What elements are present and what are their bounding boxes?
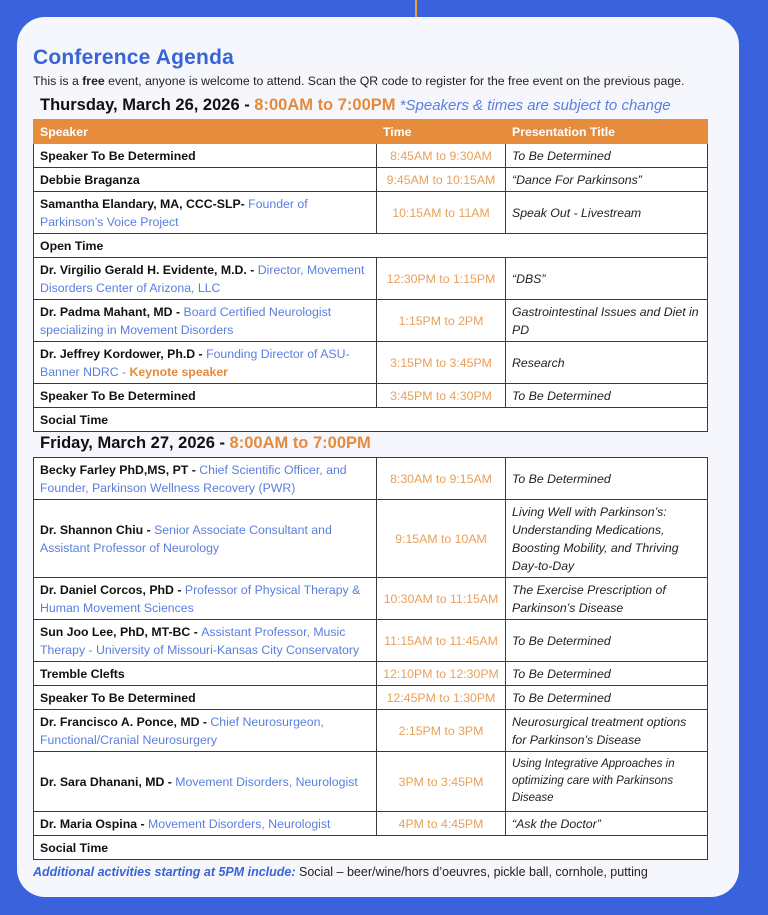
- time-cell: 2:15PM to 3PM: [377, 710, 506, 752]
- speaker-role: Professor of Physical Therapy & Human Movement Sciences: [40, 582, 361, 615]
- thursday-heading: Thursday, March 26, 2026 - 8:00AM to 7:00PM *Speakers & times are subject to change: [40, 96, 671, 114]
- presentation-title-cell: Using Integrative Approaches in optimizing care with Parkinsons Disease: [506, 752, 708, 812]
- presentation-title-cell: To Be Determined: [506, 384, 708, 408]
- speaker-cell: [34, 384, 377, 408]
- time-cell: 12:45PM to 1:30PM: [377, 686, 506, 710]
- speaker-cell: [34, 752, 377, 812]
- time-cell: 11:15AM to 11:45AM: [377, 620, 506, 662]
- table-row: [34, 686, 708, 710]
- table-row: [34, 812, 708, 836]
- friday-agenda-table: [33, 457, 708, 860]
- speaker-cell: [34, 192, 377, 234]
- presentation-title-cell: Speak Out - Livestream: [506, 192, 708, 234]
- speaker-name: Dr. Sara Dhanani, MD -: [40, 774, 176, 789]
- full-row-label: Social Time: [34, 836, 708, 860]
- speaker-role: Director, Movement Disorders Center of Arizona, LLC: [40, 262, 365, 295]
- table-row: [34, 342, 708, 384]
- speaker-name: Speaker To Be Determined: [40, 388, 196, 403]
- speaker-cell: [34, 342, 377, 384]
- speaker-name: Dr. Padma Mahant, MD -: [40, 304, 184, 319]
- header-time: Time: [377, 120, 506, 144]
- speaker-name: Sun Joo Lee, PhD, MT-BC -: [40, 624, 202, 639]
- table-row: [34, 384, 708, 408]
- speaker-name: Dr. Virgilio Gerald H. Evidente, M.D. -: [40, 262, 258, 277]
- speaker-role: Founder of Parkinson’s Voice Project: [40, 196, 308, 229]
- speaker-role: Senior Associate Consultant and Assistant Professor of Neurology: [40, 522, 332, 555]
- time-cell: 12:10PM to 12:30PM: [377, 662, 506, 686]
- time-cell: 3:45PM to 4:30PM: [377, 384, 506, 408]
- speaker-name: Samantha Elandary, MA, CCC-SLP-: [40, 196, 245, 211]
- speaker-cell: [34, 710, 377, 752]
- table-row: [34, 458, 708, 500]
- time-cell: 10:30AM to 11:15AM: [377, 578, 506, 620]
- thursday-agenda-table: [33, 119, 708, 432]
- friday-heading: Friday, March 27, 2026 - 8:00AM to 7:00PM: [40, 434, 371, 452]
- time-cell: 9:15AM to 10AM: [377, 500, 506, 578]
- intro-text: This is a free event, anyone is welcome to attend. Scan the QR code to register for the free event on the previous page.: [33, 74, 685, 88]
- presentation-title-cell: Living Well with Parkinson’s: Understanding Medications, Boosting Mobility, and Thriving Day-to-Day: [506, 500, 708, 578]
- time-cell: 3PM to 3:45PM: [377, 752, 506, 812]
- speaker-name: Dr. Maria Ospina -: [40, 816, 148, 831]
- presentation-title-cell: The Exercise Prescription of Parkinson’s Disease: [506, 578, 708, 620]
- speaker-cell: [34, 620, 377, 662]
- table-row: [34, 258, 708, 300]
- table-row: [34, 662, 708, 686]
- presentation-title-cell: Neurosurgical treatment options for Parkinson’s Disease: [506, 710, 708, 752]
- speaker-role: Movement Disorders, Neurologist: [147, 816, 331, 831]
- speaker-name: Dr. Francisco A. Ponce, MD -: [40, 714, 211, 729]
- speaker-name: Speaker To Be Determined: [40, 690, 196, 705]
- presentation-title-cell: Gastrointestinal Issues and Diet in PD: [506, 300, 708, 342]
- speaker-name: Debbie Braganza: [40, 172, 140, 187]
- speaker-role: Chief Scientific Officer, and Founder, Parkinson Wellness Recovery (PWR): [40, 462, 347, 495]
- time-cell: 10:15AM to 11AM: [377, 192, 506, 234]
- presentation-title-cell: To Be Determined: [506, 620, 708, 662]
- speaker-cell: [34, 300, 377, 342]
- table-row: [34, 192, 708, 234]
- speaker-role: Assistant Professor, Music Therapy - University of Missouri-Kansas City Conservatory: [40, 624, 360, 657]
- speaker-cell: [34, 458, 377, 500]
- time-cell: 8:45AM to 9:30AM: [377, 144, 506, 168]
- table-row: [34, 408, 708, 432]
- time-cell: 9:45AM to 10:15AM: [377, 168, 506, 192]
- presentation-title-cell: To Be Determined: [506, 144, 708, 168]
- table-row: [34, 234, 708, 258]
- full-row-label: Social Time: [34, 408, 708, 432]
- table-row: [34, 836, 708, 860]
- speaker-name: Dr. Jeffrey Kordower, Ph.D -: [40, 346, 207, 361]
- speaker-role: Founding Director of ASU-Banner NDRC -: [40, 346, 350, 379]
- time-cell: 1:15PM to 2PM: [377, 300, 506, 342]
- time-cell: 4PM to 4:45PM: [377, 812, 506, 836]
- speaker-cell: [34, 812, 377, 836]
- speaker-cell: [34, 500, 377, 578]
- presentation-title-cell: “Dance For Parkinsons”: [506, 168, 708, 192]
- speaker-cell: [34, 168, 377, 192]
- speaker-name: Dr. Daniel Corcos, PhD -: [40, 582, 185, 597]
- table-row: [34, 300, 708, 342]
- time-cell: 3:15PM to 3:45PM: [377, 342, 506, 384]
- speaker-cell: [34, 578, 377, 620]
- speaker-cell: [34, 144, 377, 168]
- speaker-cell: [34, 662, 377, 686]
- presentation-title-cell: Research: [506, 342, 708, 384]
- speaker-name: Speaker To Be Determined: [40, 148, 196, 163]
- header-speaker: Speaker: [34, 120, 377, 144]
- footer-note: Additional activities starting at 5PM include: Social – beer/wine/hors d’oeuvres, pickle ball, cornhole, putting: [33, 865, 648, 879]
- speaker-role: Chief Neurosurgeon, Functional/Cranial Neurosurgery: [40, 714, 324, 747]
- presentation-title-cell: “Ask the Doctor”: [506, 812, 708, 836]
- page-title: Conference Agenda: [33, 46, 234, 69]
- time-cell: 12:30PM to 1:15PM: [377, 258, 506, 300]
- full-row-label: Open Time: [34, 234, 708, 258]
- speaker-role: Movement Disorders, Neurologist: [175, 774, 358, 789]
- speaker-name: Becky Farley PhD,MS, PT -: [40, 462, 200, 477]
- table-row: [34, 144, 708, 168]
- presentation-title-cell: To Be Determined: [506, 686, 708, 710]
- keynote-badge: Keynote speaker: [129, 364, 228, 379]
- table-row: [34, 168, 708, 192]
- table-row: [34, 620, 708, 662]
- presentation-title-cell: To Be Determined: [506, 458, 708, 500]
- table-row: [34, 500, 708, 578]
- table-row: [34, 710, 708, 752]
- speaker-name: Dr. Shannon Chiu -: [40, 522, 155, 537]
- speaker-role: Board Certified Neurologist specializing in Movement Disorders: [40, 304, 332, 337]
- speaker-cell: [34, 258, 377, 300]
- speaker-name: Tremble Clefts: [40, 666, 125, 681]
- table-row: [34, 578, 708, 620]
- time-cell: 8:30AM to 9:15AM: [377, 458, 506, 500]
- speaker-cell: [34, 686, 377, 710]
- presentation-title-cell: “DBS”: [506, 258, 708, 300]
- header-title: Presentation Title: [506, 120, 708, 144]
- table-row: [34, 752, 708, 812]
- presentation-title-cell: To Be Determined: [506, 662, 708, 686]
- table-header-row: [34, 120, 708, 144]
